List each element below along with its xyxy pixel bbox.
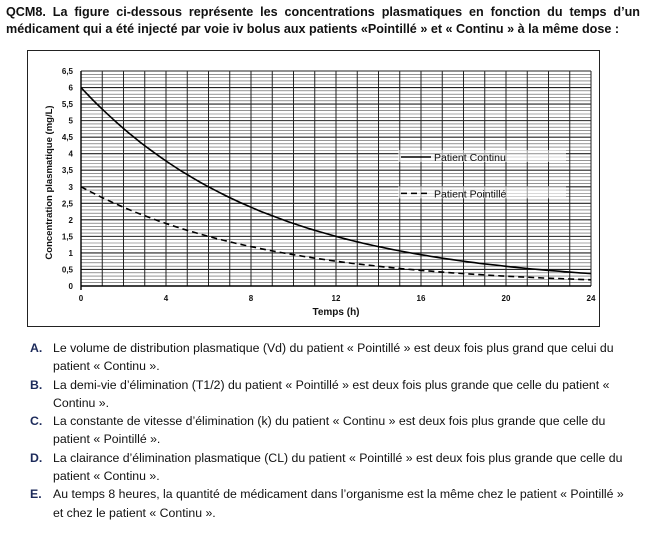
answer-a[interactable] bbox=[30, 339, 630, 376]
y-tick-label: 4,5 bbox=[61, 133, 73, 143]
answer-letter: D. bbox=[30, 450, 43, 465]
y-tick-label: 0 bbox=[68, 282, 73, 291]
x-tick-label: 12 bbox=[331, 294, 341, 303]
x-tick-label: 20 bbox=[501, 294, 511, 303]
y-tick-label: 3 bbox=[68, 182, 73, 192]
x-tick-label: 0 bbox=[78, 294, 84, 303]
y-tick-label: 1 bbox=[68, 248, 73, 258]
answer-list bbox=[30, 339, 630, 522]
answer-text: Au temps 8 heures, la quantité de médicament dans l’organisme est la même chez le patient « Pointillé » et chez le patient « Continu ». bbox=[53, 487, 624, 520]
y-tick-label: 1,5 bbox=[61, 232, 73, 242]
answer-text: La constante de vitesse d’élimination (k) du patient « Continu » est deux fois plus grande que celle du patient « Pointillé ». bbox=[53, 414, 606, 447]
y-axis-label: Concentration plasmatique (mg/L) bbox=[44, 105, 55, 260]
answer-letter: B. bbox=[30, 377, 43, 392]
x-axis-label: Temps (h) bbox=[312, 307, 360, 318]
x-tick-label: 16 bbox=[416, 294, 426, 303]
answer-d[interactable] bbox=[30, 449, 630, 486]
answer-e[interactable] bbox=[30, 485, 630, 522]
y-tick-label: 5 bbox=[68, 116, 73, 126]
answer-letter: E. bbox=[30, 487, 42, 502]
y-tick-label: 6 bbox=[68, 83, 73, 93]
answer-c[interactable] bbox=[30, 412, 630, 449]
x-tick-label: 4 bbox=[163, 294, 169, 303]
y-tick-label: 0,5 bbox=[61, 265, 73, 275]
y-tick-label: 2,5 bbox=[61, 199, 73, 209]
answer-letter: A. bbox=[30, 341, 43, 355]
y-tick-label: 6,5 bbox=[61, 67, 73, 76]
answer-letter: C. bbox=[30, 414, 43, 429]
legend-label: Patient Pointillé bbox=[434, 188, 507, 201]
concentration-time-chart bbox=[28, 51, 601, 328]
answer-text: Le volume de distribution plasmatique (Vd) du patient « Pointillé » est deux fois plus grand que celui du patient « Continu ». bbox=[53, 341, 614, 374]
y-tick-label: 4 bbox=[68, 149, 73, 159]
answer-text: La clairance d’élimination plasmatique (CL) du patient « Pointillé » est deux fois plus grande que celle du patient « Continu ». bbox=[53, 450, 623, 484]
question-text: QCM8. La figure ci-dessous représente les concentrations plasmatiques en fonction du temps d’un médicament qui a été injecté par voie iv bolus aux patients «Pointillé » et « Continu » à la même dose : bbox=[6, 5, 640, 36]
answer-text: La demi-vie d’élimination (T1/2) du patient « Pointillé » est deux fois plus grande que celle du patient « Continu ». bbox=[53, 377, 610, 410]
x-tick-label: 24 bbox=[586, 294, 596, 303]
y-tick-label: 2 bbox=[68, 215, 73, 225]
y-tick-label: 3,5 bbox=[61, 166, 73, 176]
legend-label: Patient Continu bbox=[434, 152, 506, 164]
answer-b[interactable] bbox=[30, 376, 630, 413]
chart-frame bbox=[27, 50, 600, 327]
x-tick-label: 8 bbox=[248, 294, 254, 303]
y-tick-label: 5,5 bbox=[61, 100, 73, 110]
